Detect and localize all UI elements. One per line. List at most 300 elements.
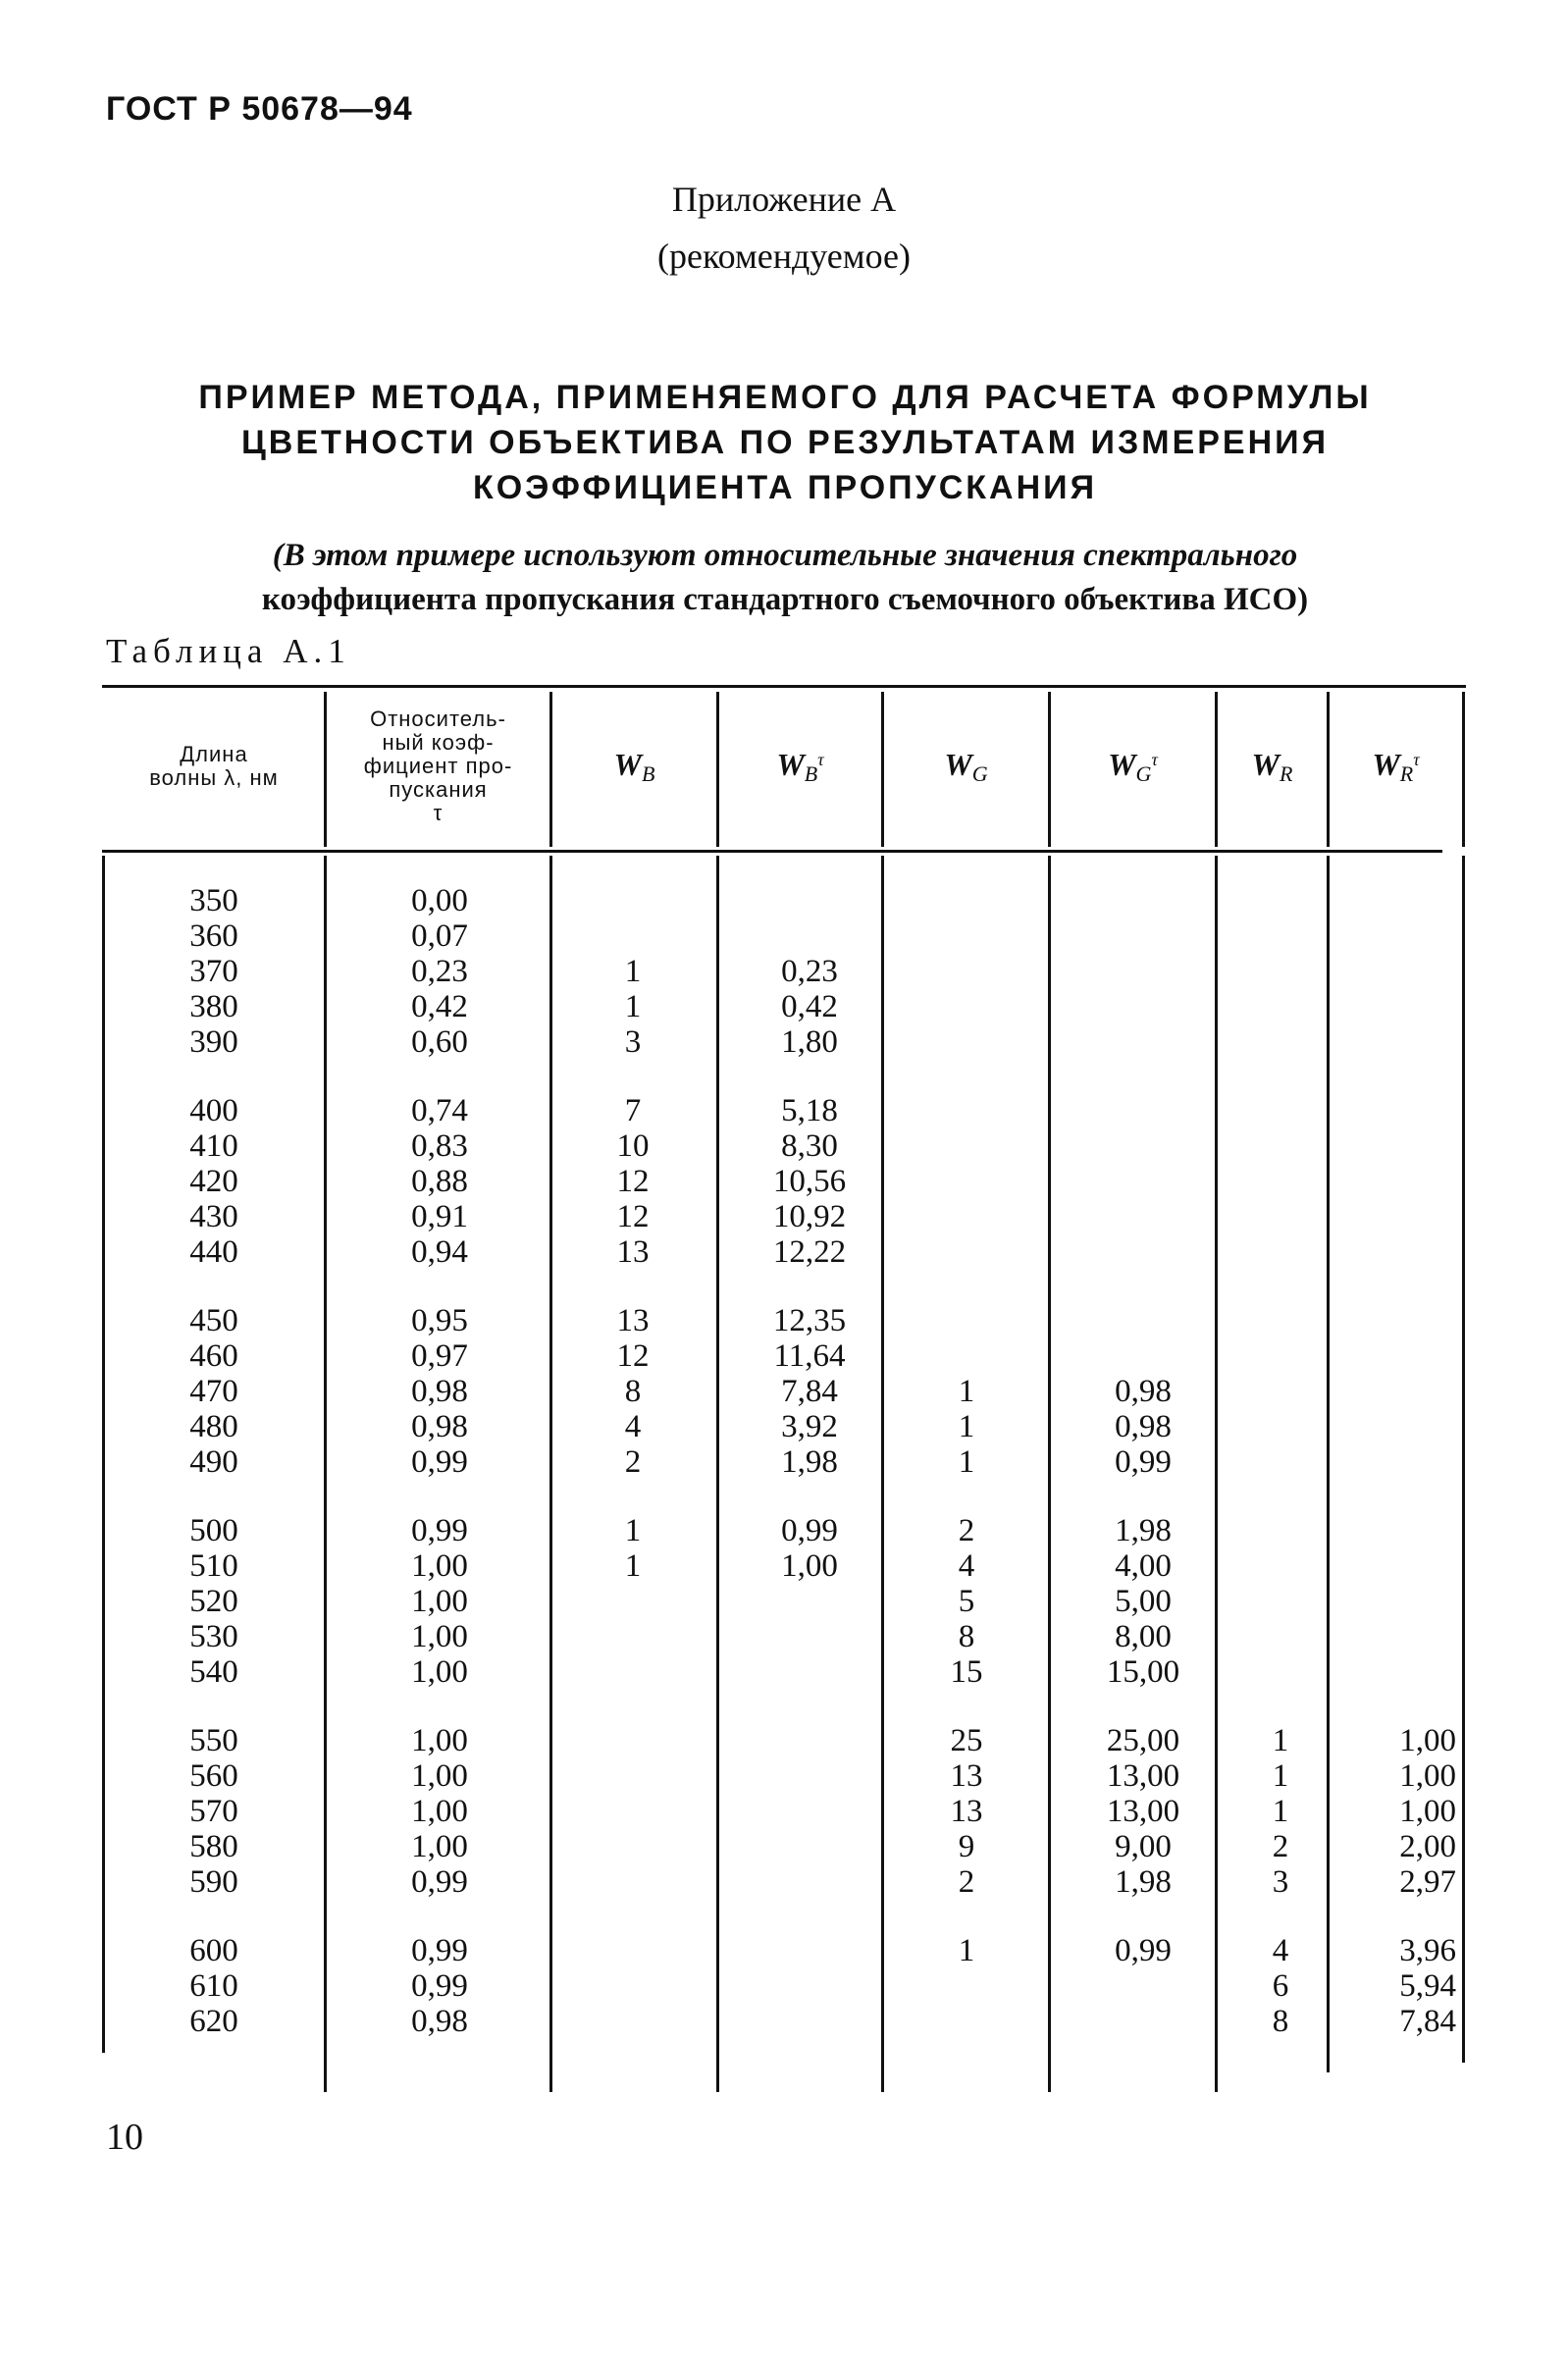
table-cell-wr: 8	[1272, 2004, 1289, 2039]
header-wavelength-line-1: Длина	[180, 742, 248, 766]
example-note-line-2: коэффициента пропускания стандартного съемочного объектива ИСО)	[261, 582, 1309, 617]
table-cell-tau: 0,99	[411, 1864, 468, 1900]
document-header-id: ГОСТ Р 50678—94	[106, 90, 413, 128]
table-cell-wr-tau	[1342, 1093, 1456, 1128]
table-cell-wr: 3	[1272, 1864, 1289, 1900]
table-cell-wavelength: 480	[189, 1409, 238, 1444]
table-cell-wb-tau	[746, 883, 873, 918]
table-cell-wg-tau: 9,00	[1115, 1829, 1172, 1864]
table-cell-wb: 10	[616, 1128, 650, 1164]
group-spacer	[1079, 1060, 1207, 1093]
header-wg-sub: G	[971, 760, 988, 786]
table-cell-tau: 1,00	[411, 1619, 468, 1654]
group-spacer	[913, 1060, 1020, 1093]
appendix-subtitle: (рекомендуемое)	[657, 236, 911, 276]
table-cell-wr-tau	[1342, 1338, 1456, 1374]
table-cell-tau: 0,98	[411, 2004, 468, 2039]
table-cell-wg	[913, 2004, 1020, 2039]
table-cell-wg	[913, 954, 1020, 989]
header-wg-tau-sub: G	[1135, 760, 1152, 786]
group-spacer	[373, 1270, 506, 1303]
table-cell-wg: 13	[950, 1794, 983, 1829]
table-cell-wb	[579, 1829, 687, 1864]
table-cell-wg: 1	[958, 1374, 975, 1409]
table-cell-wr: 1	[1272, 1794, 1289, 1829]
table-cell-wb-tau: 10,92	[772, 1199, 847, 1234]
group-spacer	[746, 1480, 873, 1513]
group-spacer	[579, 1480, 687, 1513]
table-cell-wg	[913, 1968, 1020, 2004]
table-cell-wr-tau	[1342, 1548, 1456, 1584]
column-wr-tau	[1342, 883, 1456, 2039]
table-cell-tau: 0,60	[411, 1024, 468, 1060]
group-spacer	[1079, 1900, 1207, 1933]
table-cell-wr: 1	[1272, 1723, 1289, 1758]
body-divider	[881, 856, 884, 2092]
table-cell-wr	[1236, 1619, 1325, 1654]
header-wg-tau	[1051, 693, 1215, 840]
table-cell-wb-tau	[746, 1794, 873, 1829]
table-cell-wg-tau: 13,00	[1106, 1758, 1180, 1794]
header-wr-tau-symbol: W	[1372, 746, 1400, 782]
column-wg	[913, 883, 1020, 2039]
table-cell-wb-tau: 1,80	[781, 1024, 838, 1060]
table-cell-wg-tau: 1,98	[1115, 1513, 1172, 1548]
table-caption: Таблица А.1	[106, 632, 351, 670]
group-spacer	[746, 1270, 873, 1303]
table-cell-wr: 2	[1272, 1829, 1289, 1864]
table-cell-wr	[1236, 989, 1325, 1024]
table-cell-wg	[913, 1164, 1020, 1199]
table-cell-wr-tau	[1342, 918, 1456, 954]
table-cell-wb-tau	[746, 1654, 873, 1690]
column-wb-tau	[746, 883, 873, 2039]
table-cell-wr: 4	[1272, 1933, 1289, 1968]
table-cell-tau: 1,00	[411, 1548, 468, 1584]
group-spacer	[746, 1060, 873, 1093]
table-cell-wr-tau	[1342, 1654, 1456, 1690]
table-cell-tau: 1,00	[411, 1758, 468, 1794]
table-cell-wavelength: 620	[189, 2004, 238, 2039]
table-cell-wb	[579, 918, 687, 954]
table-cell-wb	[579, 1723, 687, 1758]
table-cell-wb	[579, 1864, 687, 1900]
table-cell-wavelength: 400	[189, 1093, 238, 1128]
table-cell-wg-tau: 0,99	[1115, 1933, 1172, 1968]
header-wb-tau	[719, 693, 881, 840]
table-cell-wg-tau: 0,98	[1115, 1374, 1172, 1409]
group-spacer	[373, 1060, 506, 1093]
table-cell-wr-tau	[1342, 883, 1456, 918]
column-wb	[579, 883, 687, 2039]
table-cell-wb-tau	[746, 1619, 873, 1654]
column-wr	[1236, 883, 1325, 2039]
table-cell-wavelength: 520	[189, 1584, 238, 1619]
table-cell-wg-tau: 13,00	[1106, 1794, 1180, 1829]
header-wg-symbol: W	[944, 746, 972, 782]
table-cell-wavelength: 380	[189, 989, 238, 1024]
table-cell-tau: 0,23	[411, 954, 468, 989]
table-cell-tau: 0,98	[411, 1374, 468, 1409]
table-cell-wavelength: 360	[189, 918, 238, 954]
table-cell-wb	[579, 883, 687, 918]
table-cell-wb-tau	[746, 1968, 873, 2004]
table-cell-wg	[913, 1093, 1020, 1128]
table-cell-tau: 0,42	[411, 989, 468, 1024]
table-cell-wb: 13	[616, 1303, 650, 1338]
table-cell-wr	[1236, 1128, 1325, 1164]
example-note	[78, 534, 1491, 622]
group-spacer	[373, 1900, 506, 1933]
table-cell-wr	[1236, 1444, 1325, 1480]
table-cell-wb: 13	[616, 1234, 650, 1270]
table-cell-wb: 1	[624, 1548, 642, 1584]
table-cell-wg-tau: 0,98	[1115, 1409, 1172, 1444]
table-cell-wg	[913, 1303, 1020, 1338]
table-cell-tau: 0,74	[411, 1093, 468, 1128]
table-cell-wr-tau: 5,94	[1399, 1968, 1456, 2004]
table-cell-wg-tau	[1079, 1199, 1207, 1234]
group-spacer	[1342, 1270, 1456, 1303]
table-cell-wr	[1236, 1024, 1325, 1060]
group-spacer	[1236, 1690, 1325, 1723]
table-cell-wb: 7	[624, 1093, 642, 1128]
table-cell-wb	[579, 1968, 687, 2004]
table-cell-wg	[913, 918, 1020, 954]
table-cell-wb-tau: 0,23	[781, 954, 838, 989]
table-cell-wb	[579, 1654, 687, 1690]
group-spacer	[1079, 1480, 1207, 1513]
table-cell-wb-tau: 0,42	[781, 989, 838, 1024]
body-divider	[1215, 856, 1218, 2092]
table-cell-wavelength: 370	[189, 954, 238, 989]
table-cell-tau: 0,98	[411, 1409, 468, 1444]
group-spacer	[746, 1900, 873, 1933]
table-cell-wg: 8	[958, 1619, 975, 1654]
table-cell-wg: 25	[950, 1723, 983, 1758]
table-cell-wr	[1236, 1093, 1325, 1128]
appendix-title: Приложение А	[671, 180, 897, 219]
body-divider	[716, 856, 719, 2092]
group-spacer	[579, 1270, 687, 1303]
table-cell-wb	[579, 2004, 687, 2039]
header-wg-tau-symbol: W	[1108, 746, 1136, 782]
header-transmittance-line-3: фициент про-	[363, 754, 513, 778]
table-cell-wavelength: 430	[189, 1199, 238, 1234]
table-cell-wb-tau	[746, 1864, 873, 1900]
table-cell-wr-tau	[1342, 1024, 1456, 1060]
table-cell-tau: 1,00	[411, 1829, 468, 1864]
group-spacer	[147, 1900, 281, 1933]
table-cell-wg: 5	[958, 1584, 975, 1619]
group-spacer	[373, 1480, 506, 1513]
table-cell-wb: 12	[616, 1164, 650, 1199]
table-cell-wr	[1236, 1513, 1325, 1548]
table-cell-wavelength: 540	[189, 1654, 238, 1690]
table-cell-wg-tau	[1079, 1303, 1207, 1338]
table-cell-wb: 4	[624, 1409, 642, 1444]
table-cell-wr-tau	[1342, 954, 1456, 989]
table-cell-wr-tau	[1342, 1128, 1456, 1164]
header-divider	[1462, 692, 1465, 847]
table-cell-wb-tau: 7,84	[781, 1374, 838, 1409]
table-cell-wr	[1236, 1234, 1325, 1270]
table-cell-wb-tau	[746, 1933, 873, 1968]
table-cell-wg: 13	[950, 1758, 983, 1794]
table-cell-tau: 1,00	[411, 1584, 468, 1619]
header-wr-tau	[1330, 693, 1462, 840]
table-cell-wr: 1	[1272, 1758, 1289, 1794]
table-cell-wr	[1236, 1654, 1325, 1690]
main-title-line-1: ПРИМЕР МЕТОДА, ПРИМЕНЯЕМОГО ДЛЯ РАСЧЕТА ФОРМУЛЫ	[198, 379, 1372, 416]
table-cell-wg: 1	[958, 1933, 975, 1968]
group-spacer	[1342, 1690, 1456, 1723]
table-cell-tau: 0,91	[411, 1199, 468, 1234]
table-cell-wg-tau: 1,98	[1115, 1864, 1172, 1900]
page-number: 10	[106, 2117, 143, 2158]
table-cell-wg: 1	[958, 1444, 975, 1480]
group-spacer	[147, 1480, 281, 1513]
table-top-rule	[102, 685, 1466, 688]
table-cell-wavelength: 410	[189, 1128, 238, 1164]
table-cell-wr-tau: 3,96	[1399, 1933, 1456, 1968]
table-cell-wb: 12	[616, 1338, 650, 1374]
table-cell-wr-tau: 2,97	[1399, 1864, 1456, 1900]
table-cell-wb-tau: 12,22	[772, 1234, 847, 1270]
table-cell-wg-tau: 4,00	[1115, 1548, 1172, 1584]
header-transmittance-line-4: пускания	[389, 777, 488, 802]
table-cell-wavelength: 500	[189, 1513, 238, 1548]
table-cell-wg-tau	[1079, 1164, 1207, 1199]
table-cell-wr: 6	[1272, 1968, 1289, 2004]
table-cell-wavelength: 420	[189, 1164, 238, 1199]
header-transmittance-line-5: τ	[433, 801, 444, 825]
table-cell-wr-tau	[1342, 1513, 1456, 1548]
table-cell-wg	[913, 1338, 1020, 1374]
table-cell-wr-tau	[1342, 1303, 1456, 1338]
table-cell-wr-tau: 1,00	[1399, 1794, 1456, 1829]
table-cell-wg-tau	[1079, 1234, 1207, 1270]
table-cell-wb: 1	[624, 1513, 642, 1548]
table-cell-wg: 15	[950, 1654, 983, 1690]
table-cell-wr-tau	[1342, 1444, 1456, 1480]
table-cell-wg	[913, 1128, 1020, 1164]
header-wavelength-line-2: волны λ, нм	[149, 765, 279, 790]
table-cell-wavelength: 450	[189, 1303, 238, 1338]
table-cell-wr-tau: 1,00	[1399, 1723, 1456, 1758]
table-cell-wb-tau	[746, 1829, 873, 1864]
group-spacer	[913, 1480, 1020, 1513]
table-cell-wr-tau	[1342, 1409, 1456, 1444]
column-wavelength	[147, 883, 281, 2039]
table-cell-tau: 0,99	[411, 1513, 468, 1548]
table-cell-wavelength: 470	[189, 1374, 238, 1409]
header-wb-sub: B	[642, 760, 655, 786]
table-cell-wavelength: 580	[189, 1829, 238, 1864]
table-cell-wb-tau: 0,99	[781, 1513, 838, 1548]
table-cell-wavelength: 610	[189, 1968, 238, 2004]
table-cell-wr	[1236, 1374, 1325, 1409]
group-spacer	[373, 1690, 506, 1723]
main-title-line-2: ЦВЕТНОСТИ ОБЪЕКТИВА ПО РЕЗУЛЬТАТАМ ИЗМЕРЕНИЯ	[240, 424, 1330, 461]
header-wg-tau-tau: τ	[1151, 749, 1158, 769]
main-title-line-3: КОЭФФИЦИЕНТА ПРОПУСКАНИЯ	[472, 469, 1098, 506]
group-spacer	[579, 1900, 687, 1933]
group-spacer	[1342, 1060, 1456, 1093]
column-wg-tau	[1079, 883, 1207, 2039]
header-wr-sub: R	[1280, 760, 1293, 786]
table-cell-wb-tau: 11,64	[773, 1338, 846, 1374]
table-cell-wb	[579, 1619, 687, 1654]
header-wr	[1218, 693, 1327, 840]
group-spacer	[913, 1690, 1020, 1723]
table-cell-wg-tau	[1079, 1024, 1207, 1060]
table-cell-wr	[1236, 954, 1325, 989]
table-header-rule	[102, 850, 1442, 853]
table-cell-tau: 0,99	[411, 1968, 468, 2004]
header-wg	[884, 693, 1048, 840]
table-cell-wr	[1236, 1584, 1325, 1619]
table-cell-tau: 0,07	[411, 918, 468, 954]
table-cell-tau: 0,83	[411, 1128, 468, 1164]
table-cell-wb: 12	[616, 1199, 650, 1234]
group-spacer	[147, 1270, 281, 1303]
table-cell-wr	[1236, 1338, 1325, 1374]
table-cell-wb-tau: 10,56	[772, 1164, 847, 1199]
table-cell-wavelength: 510	[189, 1548, 238, 1584]
table-cell-wg	[913, 989, 1020, 1024]
table-cell-wb	[579, 1933, 687, 1968]
table-cell-tau: 0,99	[411, 1444, 468, 1480]
table-cell-wr-tau: 2,00	[1399, 1829, 1456, 1864]
table-cell-tau: 0,00	[411, 883, 468, 918]
table-cell-wr	[1236, 1409, 1325, 1444]
table-cell-wg	[913, 1024, 1020, 1060]
header-wr-tau-tau: τ	[1413, 749, 1420, 769]
table-cell-wavelength: 490	[189, 1444, 238, 1480]
group-spacer	[913, 1270, 1020, 1303]
table-cell-wb	[579, 1584, 687, 1619]
table-cell-wb: 1	[624, 954, 642, 989]
table-cell-wr-tau	[1342, 1164, 1456, 1199]
table-cell-wg-tau	[1079, 2004, 1207, 2039]
table-cell-tau: 0,88	[411, 1164, 468, 1199]
group-spacer	[579, 1690, 687, 1723]
group-spacer	[1236, 1060, 1325, 1093]
table-cell-wg: 2	[958, 1513, 975, 1548]
table-cell-tau: 1,00	[411, 1654, 468, 1690]
table-cell-wb-tau	[746, 1584, 873, 1619]
table-cell-wavelength: 590	[189, 1864, 238, 1900]
table-cell-wg	[913, 1234, 1020, 1270]
group-spacer	[579, 1060, 687, 1093]
table-cell-wr-tau	[1342, 1199, 1456, 1234]
header-wb-symbol: W	[613, 746, 642, 782]
table-cell-wr-tau: 1,00	[1399, 1758, 1456, 1794]
table-cell-wavelength: 550	[189, 1723, 238, 1758]
table-cell-wb	[579, 1794, 687, 1829]
column-transmittance	[373, 883, 506, 2039]
table-cell-wr	[1236, 1303, 1325, 1338]
table-cell-wr	[1236, 1199, 1325, 1234]
table-cell-wr	[1236, 1548, 1325, 1584]
table-cell-wr-tau	[1342, 1584, 1456, 1619]
header-wr-tau-sub: R	[1399, 760, 1414, 786]
table-cell-wavelength: 570	[189, 1794, 238, 1829]
table-cell-wr-tau	[1342, 1374, 1456, 1409]
header-wb-tau-tau: τ	[817, 749, 824, 769]
table-cell-wb: 3	[624, 1024, 642, 1060]
table-cell-wg-tau: 8,00	[1115, 1619, 1172, 1654]
table-cell-tau: 0,97	[411, 1338, 468, 1374]
body-divider	[1048, 856, 1051, 2092]
header-wavelength	[104, 693, 324, 840]
group-spacer	[1236, 1900, 1325, 1933]
table-cell-wg-tau	[1079, 989, 1207, 1024]
table-cell-wr-tau	[1342, 1234, 1456, 1270]
table-cell-tau: 1,00	[411, 1794, 468, 1829]
table-cell-wb-tau	[746, 918, 873, 954]
body-divider	[549, 856, 552, 2092]
table-cell-wb-tau: 1,00	[781, 1548, 838, 1584]
table-cell-wg: 1	[958, 1409, 975, 1444]
table-cell-wg-tau	[1079, 954, 1207, 989]
table-cell-wb-tau: 5,18	[781, 1093, 838, 1128]
group-spacer	[1236, 1480, 1325, 1513]
table-cell-wb-tau: 1,98	[781, 1444, 838, 1480]
table-cell-wb	[579, 1758, 687, 1794]
group-spacer	[913, 1900, 1020, 1933]
table-cell-wg-tau	[1079, 918, 1207, 954]
group-spacer	[1342, 1900, 1456, 1933]
table-cell-wg	[913, 883, 1020, 918]
table-cell-wb-tau	[746, 1758, 873, 1794]
header-wb-tau-sub: B	[804, 760, 818, 786]
group-spacer	[1079, 1690, 1207, 1723]
table-cell-wg: 4	[958, 1548, 975, 1584]
group-spacer	[147, 1060, 281, 1093]
table-cell-wg-tau: 15,00	[1106, 1654, 1180, 1690]
table-cell-wb-tau: 12,35	[772, 1303, 847, 1338]
table-cell-tau: 0,99	[411, 1933, 468, 1968]
header-transmittance-line-1: Относитель-	[370, 707, 506, 731]
group-spacer	[1342, 1480, 1456, 1513]
table-cell-wr-tau	[1342, 989, 1456, 1024]
group-spacer	[1236, 1270, 1325, 1303]
table-cell-wavelength: 350	[189, 883, 238, 918]
table-cell-wr-tau	[1342, 1619, 1456, 1654]
table-cell-wavelength: 600	[189, 1933, 238, 1968]
table-cell-wg-tau	[1079, 1093, 1207, 1128]
header-transmittance-line-2: ный коэф-	[382, 730, 495, 755]
table-cell-wg-tau: 5,00	[1115, 1584, 1172, 1619]
table-cell-wg-tau	[1079, 883, 1207, 918]
table-cell-wb-tau	[746, 1723, 873, 1758]
table-cell-wavelength: 560	[189, 1758, 238, 1794]
table-cell-wb-tau: 8,30	[781, 1128, 838, 1164]
table-cell-wb: 8	[624, 1374, 642, 1409]
table-cell-wg	[913, 1199, 1020, 1234]
table-cell-wg: 9	[958, 1829, 975, 1864]
table-cell-wavelength: 530	[189, 1619, 238, 1654]
table-cell-tau: 1,00	[411, 1723, 468, 1758]
header-transmittance	[327, 693, 549, 840]
table-cell-wg-tau	[1079, 1338, 1207, 1374]
table-cell-wr	[1236, 883, 1325, 918]
table-cell-wg: 2	[958, 1864, 975, 1900]
table-cell-tau: 0,95	[411, 1303, 468, 1338]
group-spacer	[746, 1690, 873, 1723]
